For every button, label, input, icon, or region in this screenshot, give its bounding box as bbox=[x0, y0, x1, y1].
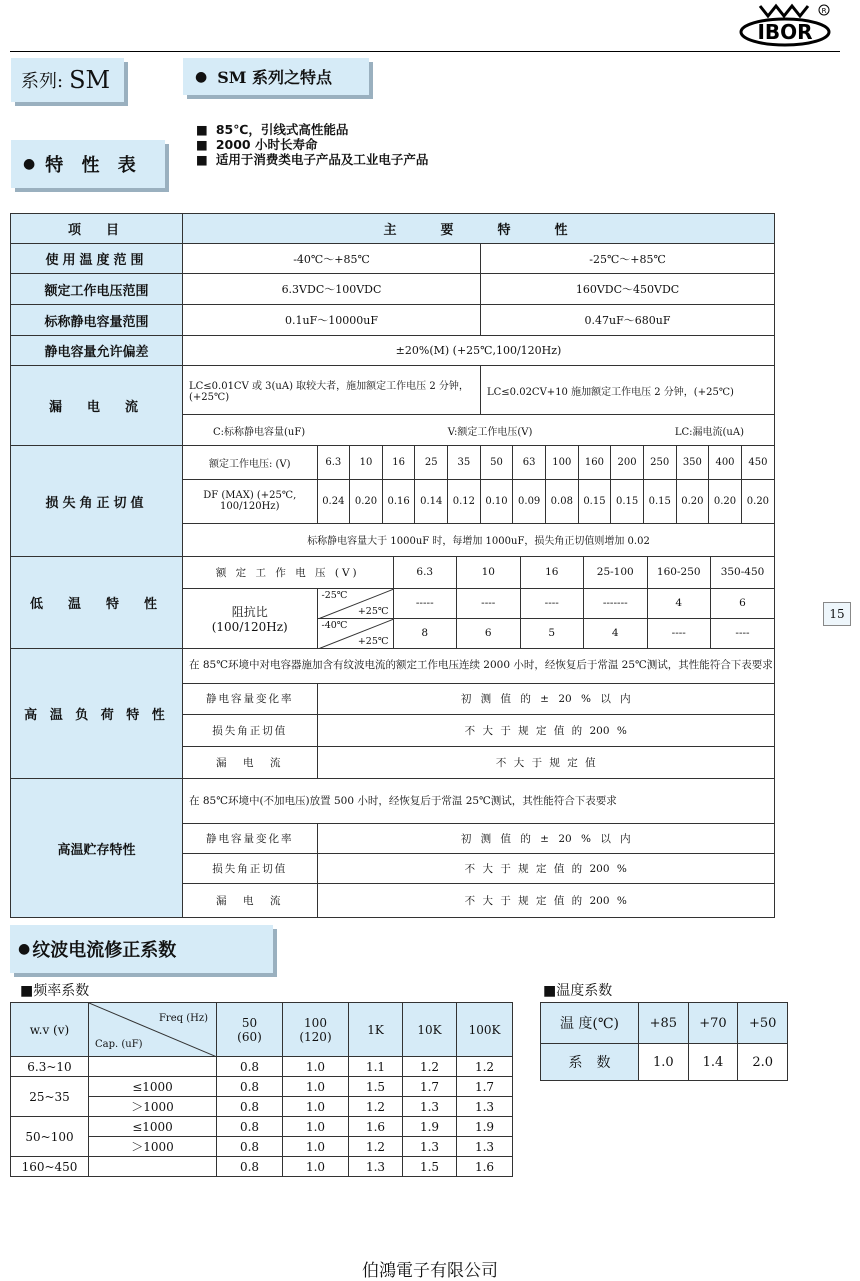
low-temp-value: 6 bbox=[457, 618, 521, 648]
page-number: 15 bbox=[823, 602, 851, 626]
leakage-legend-lc: LC:漏电流(uA) bbox=[674, 426, 745, 438]
feature-item: ■ 2000 小时长寿命 bbox=[196, 137, 428, 152]
table-row bbox=[11, 1077, 513, 1097]
df-voltage-label: 额定工作电压: (V) bbox=[183, 446, 317, 479]
shelf-cap-label: 静电容量变化率 bbox=[183, 823, 317, 853]
voltage-range-a: 6.3VDC～100VDC bbox=[183, 274, 481, 305]
df-voltage-cell: 50 bbox=[480, 446, 513, 479]
df-value-row bbox=[183, 479, 774, 523]
wv-cell: 50~100 bbox=[11, 1117, 89, 1157]
df-value-cell: 0.20 bbox=[676, 479, 709, 523]
low-temp-value: 6 bbox=[711, 588, 775, 618]
load-life-desc: 在 85℃环境中对电容器施加含有纹波电流的额定工作电压连续 2000 小时，经恢复后于常温 25℃测试，其性能符合下表要求 bbox=[183, 649, 774, 683]
series-code: SM bbox=[69, 66, 111, 94]
coef-cell: 1.0 bbox=[283, 1117, 349, 1137]
low-temp-voltage-label: 额 定 工 作 电 压 (V) bbox=[183, 557, 393, 588]
df-block bbox=[183, 446, 775, 557]
features-title-box bbox=[183, 58, 369, 95]
shelf-lc-label: 漏 电 流 bbox=[183, 883, 317, 917]
cap-cell: ＞1000 bbox=[89, 1137, 217, 1157]
company-footer: 伯鴻電子有限公司 bbox=[362, 1261, 498, 1281]
coef-cell: 0.8 bbox=[217, 1157, 283, 1177]
coef-cell: 1.0 bbox=[283, 1097, 349, 1117]
coef-cell: 1.3 bbox=[349, 1157, 403, 1177]
table-row bbox=[11, 1117, 513, 1137]
df-value-label: DF (MAX) (+25℃, 100/120Hz) bbox=[183, 479, 317, 523]
coef-label: 系 数 bbox=[541, 1044, 639, 1081]
header-item: 项 目 bbox=[11, 214, 183, 244]
coef-cell: 1.7 bbox=[457, 1077, 513, 1097]
df-value-cell: 0.12 bbox=[448, 479, 481, 523]
temp-heading: ■温度系数 bbox=[543, 983, 613, 999]
coef-cell: 0.8 bbox=[217, 1057, 283, 1077]
coef-cell: 1.6 bbox=[457, 1157, 513, 1177]
voltage-range-b: 160VDC～450VDC bbox=[481, 274, 775, 305]
load-df-label: 损失角正切值 bbox=[183, 714, 317, 746]
coef-cell: 1.6 bbox=[349, 1117, 403, 1137]
temp-range-b: -25℃～+85℃ bbox=[481, 244, 775, 274]
temp-range-a: -40℃～+85℃ bbox=[183, 244, 481, 274]
coef-cell: 1.0 bbox=[283, 1077, 349, 1097]
low-temp-value: ------- bbox=[584, 588, 648, 618]
coef-cell: 1.5 bbox=[349, 1077, 403, 1097]
low-temp-voltage-cell: 160-250 bbox=[647, 557, 711, 588]
df-voltage-cell: 63 bbox=[513, 446, 546, 479]
wv-cell: 6.3~10 bbox=[11, 1057, 89, 1077]
table-row bbox=[11, 1057, 513, 1077]
temp-ratio-bottom: +25℃ bbox=[357, 605, 389, 617]
feature-item: ■ 适用于消费类电子产品及工业电子产品 bbox=[196, 152, 428, 167]
df-note: 标称静电容量大于 1000uF 时，每增加 1000uF，损失角正切值则增加 0.02 bbox=[183, 523, 774, 556]
low-temp-voltage-cell: 25-100 bbox=[584, 557, 648, 588]
temp-coef-cell: 2.0 bbox=[738, 1044, 788, 1081]
low-temp-value: ---- bbox=[647, 618, 711, 648]
temp-cell: +70 bbox=[688, 1003, 738, 1044]
load-cap-value: 初 测 值 的 ± 20 % 以 内 bbox=[317, 683, 774, 714]
temp-cell: +50 bbox=[738, 1003, 788, 1044]
low-temp-value: ----- bbox=[393, 588, 457, 618]
low-temp-value: 5 bbox=[520, 618, 584, 648]
df-value-cell: 0.24 bbox=[317, 479, 350, 523]
low-temp-voltage-cell: 6.3 bbox=[393, 557, 457, 588]
coef-cell: 1.3 bbox=[403, 1097, 457, 1117]
df-value-cell: 0.15 bbox=[611, 479, 644, 523]
bullet-icon: ● bbox=[23, 156, 36, 172]
wv-header: w.v (v) bbox=[11, 1003, 89, 1057]
low-temp-voltage-cell: 16 bbox=[520, 557, 584, 588]
coef-cell: 1.3 bbox=[457, 1137, 513, 1157]
svg-text:R: R bbox=[821, 7, 827, 15]
capacitance-range-b: 0.47uF～680uF bbox=[481, 305, 775, 336]
load-cap-label: 静电容量变化率 bbox=[183, 683, 317, 714]
low-temp-label: 低 温 特 性 bbox=[11, 557, 183, 649]
df-value-cell: 0.20 bbox=[741, 479, 774, 523]
df-value-cell: 0.20 bbox=[709, 479, 742, 523]
coef-cell: 0.8 bbox=[217, 1097, 283, 1117]
ripple-title-box bbox=[10, 925, 273, 973]
df-voltage-cell: 10 bbox=[350, 446, 383, 479]
freq-col-header: 100K bbox=[457, 1003, 513, 1057]
freq-col-header: 50 (60) bbox=[217, 1003, 283, 1057]
temp-ratio-cell bbox=[317, 588, 393, 618]
ripple-title: 纹波电流修正系数 bbox=[32, 940, 177, 961]
temp-cell: +85 bbox=[639, 1003, 689, 1044]
series-box bbox=[11, 58, 124, 102]
coef-cell: 1.9 bbox=[403, 1117, 457, 1137]
coef-cell: 1.2 bbox=[349, 1137, 403, 1157]
capacitance-range-a: 0.1uF～10000uF bbox=[183, 305, 481, 336]
header-rule bbox=[10, 51, 840, 52]
shelf-df-label: 损失角正切值 bbox=[183, 853, 317, 883]
low-temp-value: ---- bbox=[520, 588, 584, 618]
shelf-cap-value: 初 测 值 的 ± 20 % 以 内 bbox=[317, 823, 774, 853]
df-value-cell: 0.15 bbox=[578, 479, 611, 523]
freq-col-header: 1K bbox=[349, 1003, 403, 1057]
df-value-cell: 0.20 bbox=[350, 479, 383, 523]
impedance-ratio-label: 阻抗比 (100/120Hz) bbox=[183, 588, 317, 648]
frequency-table bbox=[10, 1002, 513, 1177]
coef-cell: 1.0 bbox=[283, 1137, 349, 1157]
temp-ratio-top: -40℃ bbox=[321, 619, 348, 631]
df-voltage-cell: 6.3 bbox=[317, 446, 350, 479]
df-voltage-cell: 100 bbox=[545, 446, 578, 479]
spec-table bbox=[10, 213, 775, 918]
coef-cell: 1.1 bbox=[349, 1057, 403, 1077]
low-temp-value: ---- bbox=[457, 588, 521, 618]
df-voltage-cell: 25 bbox=[415, 446, 448, 479]
df-value-cell: 0.14 bbox=[415, 479, 448, 523]
temperature-table bbox=[540, 1002, 788, 1081]
cap-cell: ＞1000 bbox=[89, 1097, 217, 1117]
load-lc-label: 漏 电 流 bbox=[183, 746, 317, 778]
freq-col-header: 100 (120) bbox=[283, 1003, 349, 1057]
df-value-cell: 0.16 bbox=[382, 479, 415, 523]
freq-heading: ■频率系数 bbox=[20, 983, 90, 999]
feature-list bbox=[196, 122, 428, 167]
coef-cell: 1.5 bbox=[403, 1157, 457, 1177]
df-voltage-row bbox=[183, 446, 774, 479]
leakage-b: LC≤0.02CV+10 施加额定工作电压 2 分钟，(+25℃) bbox=[481, 366, 775, 415]
coef-cell: 1.2 bbox=[457, 1057, 513, 1077]
coef-cell: 0.8 bbox=[217, 1077, 283, 1097]
coef-cell: 1.2 bbox=[349, 1097, 403, 1117]
cap-cell: ≤1000 bbox=[89, 1077, 217, 1097]
freq-cap-header bbox=[89, 1003, 217, 1057]
shelf-life-desc: 在 85℃环境中(不加电压)放置 500 小时，经恢复后于常温 25℃测试，其性能符合下表要求 bbox=[183, 779, 774, 823]
tolerance-value: ±20%(M) (+25℃,100/120Hz) bbox=[183, 336, 775, 366]
df-voltage-cell: 16 bbox=[382, 446, 415, 479]
shelf-lc-value: 不 大 于 规 定 值 的 200 % bbox=[317, 883, 774, 917]
df-voltage-cell: 35 bbox=[448, 446, 481, 479]
feature-item: ■ 85℃，引线式高性能品 bbox=[196, 122, 428, 137]
df-value-cell: 0.08 bbox=[545, 479, 578, 523]
freq-col-header: 10K bbox=[403, 1003, 457, 1057]
header-main: 主 要 特 性 bbox=[183, 214, 775, 244]
temp-label: 温 度(℃) bbox=[541, 1003, 639, 1044]
coef-cell: 1.2 bbox=[403, 1057, 457, 1077]
spec-title: 特 性 表 bbox=[45, 155, 142, 176]
temp-coef-cell: 1.4 bbox=[688, 1044, 738, 1081]
temp-range-label: 使用温度范围 bbox=[11, 244, 183, 274]
shelf-life-label: 高温贮存特性 bbox=[11, 779, 183, 918]
coef-cell: 1.0 bbox=[283, 1157, 349, 1177]
low-temp-voltage-cell: 10 bbox=[457, 557, 521, 588]
leakage-a: LC≤0.01CV 或 3(uA) 取较大者，施加额定工作电压 2 分钟，(+25℃) bbox=[183, 366, 481, 415]
temp-ratio-top: -25℃ bbox=[321, 589, 348, 601]
low-temp-block bbox=[183, 557, 775, 649]
capacitance-range-label: 标称静电容量范围 bbox=[11, 305, 183, 336]
leakage-legend-c: C:标称静电容量(uF) bbox=[213, 426, 306, 438]
load-life-block bbox=[183, 649, 775, 779]
shelf-df-value: 不 大 于 规 定 值 的 200 % bbox=[317, 853, 774, 883]
load-df-value: 不 大 于 规 定 值 的 200 % bbox=[317, 714, 774, 746]
bullet-icon: ● bbox=[195, 68, 208, 85]
temp-ratio-bottom: +25℃ bbox=[357, 636, 389, 647]
leakage-legend bbox=[183, 415, 775, 446]
df-voltage-cell: 250 bbox=[643, 446, 676, 479]
svg-text:IBOR: IBOR bbox=[757, 20, 813, 44]
coef-cell: 1.0 bbox=[283, 1057, 349, 1077]
load-life-label: 高 温 负 荷 特 性 bbox=[11, 649, 183, 779]
ibor-logo bbox=[738, 2, 833, 48]
df-voltage-cell: 350 bbox=[676, 446, 709, 479]
load-lc-value: 不 大 于 规 定 值 bbox=[317, 746, 774, 778]
coef-cell: 1.3 bbox=[403, 1137, 457, 1157]
cap-cell: ≤1000 bbox=[89, 1117, 217, 1137]
temp-coef-cell: 1.0 bbox=[639, 1044, 689, 1081]
features-title: SM 系列之特点 bbox=[217, 68, 333, 87]
wv-cell: 25~35 bbox=[11, 1077, 89, 1117]
table-row bbox=[11, 1157, 513, 1177]
df-value-cell: 0.09 bbox=[513, 479, 546, 523]
low-temp-value: ---- bbox=[711, 618, 775, 648]
series-label: 系列: bbox=[21, 71, 64, 92]
wv-cell: 160~450 bbox=[11, 1157, 89, 1177]
low-temp-value: 8 bbox=[393, 618, 457, 648]
coef-cell: 1.7 bbox=[403, 1077, 457, 1097]
df-value-cell: 0.10 bbox=[480, 479, 513, 523]
coef-cell: 1.3 bbox=[457, 1097, 513, 1117]
tolerance-label: 静电容量允许偏差 bbox=[11, 336, 183, 366]
leakage-legend-v: V:额定工作电压(V) bbox=[447, 426, 533, 438]
low-temp-value: 4 bbox=[584, 618, 648, 648]
cap-cell bbox=[89, 1057, 217, 1077]
df-voltage-cell: 160 bbox=[578, 446, 611, 479]
low-temp-value: 4 bbox=[647, 588, 711, 618]
cap-label: Cap. (uF) bbox=[95, 1039, 143, 1050]
temp-ratio-cell bbox=[317, 618, 393, 648]
coef-cell: 0.8 bbox=[217, 1117, 283, 1137]
freq-label: Freq (Hz) bbox=[158, 1013, 208, 1024]
df-voltage-cell: 450 bbox=[741, 446, 774, 479]
df-voltage-cell: 400 bbox=[709, 446, 742, 479]
cap-cell bbox=[89, 1157, 217, 1177]
low-temp-voltage-cell: 350-450 bbox=[711, 557, 775, 588]
df-value-cell: 0.15 bbox=[643, 479, 676, 523]
leakage-label: 漏 电 流 bbox=[11, 366, 183, 446]
df-voltage-cell: 200 bbox=[611, 446, 644, 479]
shelf-life-block bbox=[183, 779, 775, 918]
spec-title-box bbox=[11, 140, 165, 188]
coef-cell: 1.9 bbox=[457, 1117, 513, 1137]
bullet-icon: ● bbox=[18, 941, 31, 957]
voltage-range-label: 额定工作电压范围 bbox=[11, 274, 183, 305]
coef-cell: 0.8 bbox=[217, 1137, 283, 1157]
df-label: 损失角正切值 bbox=[11, 446, 183, 557]
